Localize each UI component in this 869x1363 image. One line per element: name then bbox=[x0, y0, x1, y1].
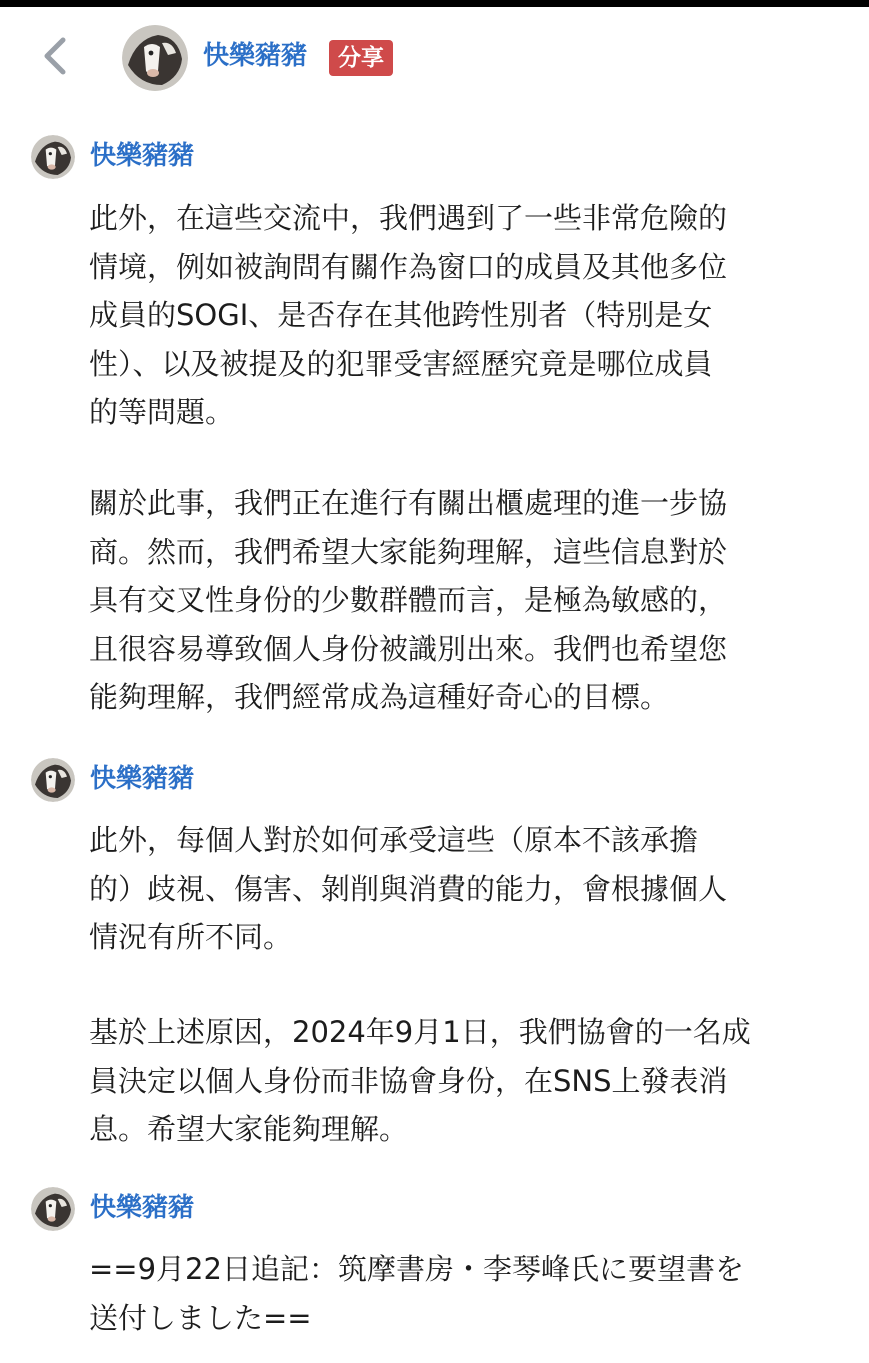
message-paragraph: ==9月22日追記：筑摩書房・李琴峰氏に要望書を 送付しました== bbox=[89, 1252, 744, 1335]
avatar[interactable] bbox=[31, 135, 75, 179]
cow-avatar-icon bbox=[31, 1187, 75, 1231]
chat-title[interactable]: 快樂豬豬 bbox=[203, 41, 308, 71]
avatar[interactable] bbox=[31, 758, 75, 802]
chat-header bbox=[0, 7, 869, 105]
avatar[interactable] bbox=[122, 25, 188, 91]
message-header bbox=[31, 758, 431, 806]
back-button[interactable] bbox=[30, 31, 80, 81]
author-name[interactable]: 快樂豬豬 bbox=[90, 141, 195, 171]
cow-avatar-icon bbox=[31, 135, 75, 179]
message-header bbox=[31, 135, 431, 183]
message-paragraph: 此外，每個人對於如何承受這些（原本不該承擔 的）歧視、傷害、剝削與消費的能力，會根據個人 情況有所不同。 bbox=[89, 823, 728, 954]
share-button[interactable]: 分享 bbox=[329, 40, 393, 76]
author-name[interactable]: 快樂豬豬 bbox=[90, 1193, 195, 1223]
message-paragraph: 此外，在這些交流中，我們遇到了一些非常危險的 情境，例如被詢問有關作為窗口的成員及其他多位 成員的SOGI、是否存在其他跨性別者（特別是女 性）、以及被提及的犯罪受害經歷究竟是哪位成員 的等問題。 bbox=[89, 201, 728, 429]
message-paragraph: 關於此事，我們正在進行有關出櫃處理的進一步協 商。然而，我們希望大家能夠理解，這些信息對於 具有交叉性身份的少數群體而言，是極為敏感的， 且很容易導致個人身份被識別出來。我們也希望您 能夠理解，我們經常成為這種好奇心的目標。 bbox=[89, 486, 728, 714]
cow-avatar-icon bbox=[122, 25, 188, 91]
avatar[interactable] bbox=[31, 1187, 75, 1231]
message-paragraph: 基於上述原因，2024年9月1日，我們協會的一名成 員決定以個人身份而非協會身份，在SNS上發表消 息。希望大家能夠理解。 bbox=[89, 1015, 751, 1146]
author-name[interactable]: 快樂豬豬 bbox=[90, 764, 195, 794]
cow-avatar-icon bbox=[31, 758, 75, 802]
top-border bbox=[0, 0, 869, 7]
message-header bbox=[31, 1187, 431, 1235]
chevron-left-icon bbox=[41, 36, 69, 76]
